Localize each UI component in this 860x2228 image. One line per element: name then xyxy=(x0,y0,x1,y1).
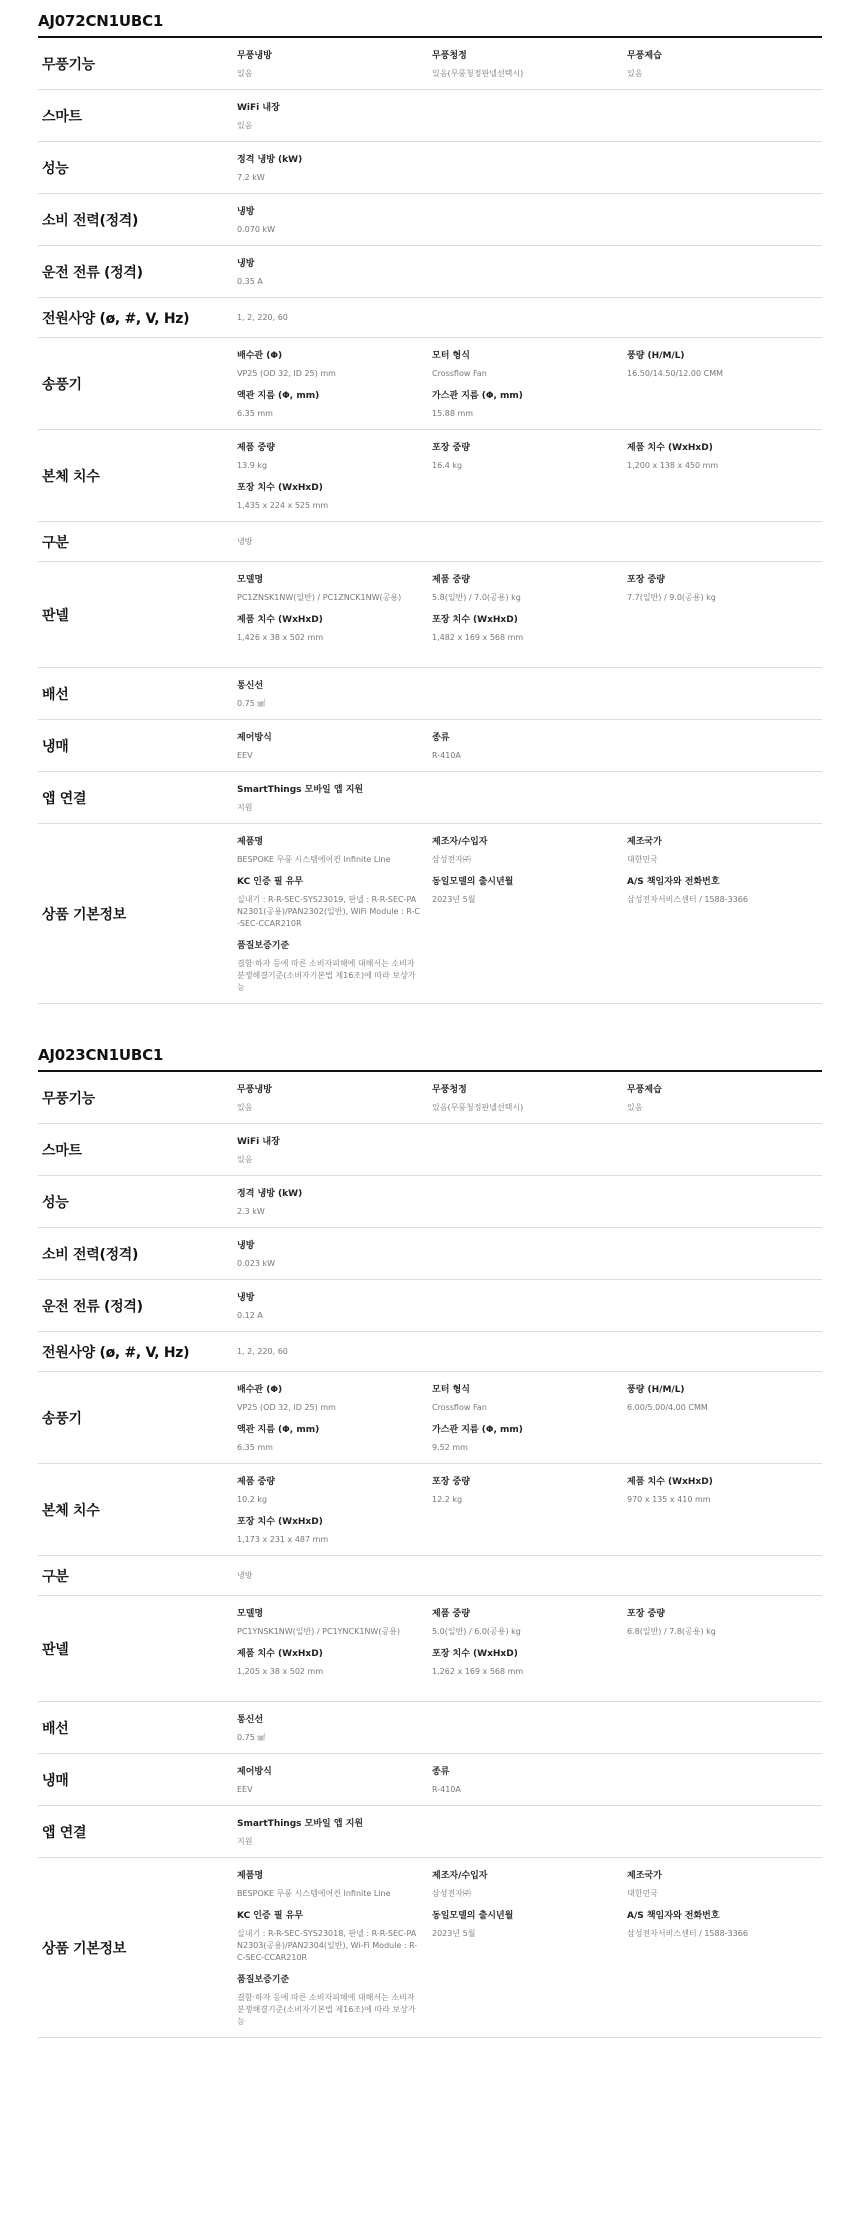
spec-item-value: 2023년 5월 xyxy=(432,895,476,904)
spec-item-label: 배수관 (Φ) xyxy=(237,351,283,361)
spec-item xyxy=(432,1084,627,1114)
spec-item-value: 1,205 x 38 x 502 mm xyxy=(237,1667,324,1676)
spec-item-value: EEV xyxy=(237,751,253,760)
spec-item xyxy=(432,1648,627,1678)
spec-item-value: 2.3 kW xyxy=(237,1207,265,1216)
spec-item-label: 가스관 지름 (Φ, mm) xyxy=(432,1425,523,1435)
spec-item-label: 품질보증기준 xyxy=(237,1975,290,1985)
spec-item-label: 종류 xyxy=(432,733,450,743)
spec-items xyxy=(237,1464,822,1555)
spec-row xyxy=(38,562,822,668)
spec-item-value: 1, 2, 220, 60 xyxy=(237,312,288,322)
spec-item-value: 0.12 A xyxy=(237,1311,263,1320)
spec-items xyxy=(237,90,822,141)
spec-item-label: 포장 중량 xyxy=(432,1477,470,1487)
model-name-heading: AJ023CN1UBC1 xyxy=(38,1044,822,1072)
spec-item-value: 6.35 mm xyxy=(237,409,273,418)
spec-items xyxy=(237,720,822,771)
spec-item-value: 지원 xyxy=(237,1837,253,1846)
spec-item-label: 동일모델의 출시년월 xyxy=(432,1911,514,1921)
spec-item-label: 모터 형식 xyxy=(432,1385,470,1395)
model-spec-section xyxy=(38,10,822,1004)
spec-item-value: 2023년 5월 xyxy=(432,1929,476,1938)
spec-item xyxy=(237,574,432,604)
spec-items xyxy=(237,246,822,297)
spec-row xyxy=(38,1124,822,1176)
spec-item-label: 액관 지름 (Φ, mm) xyxy=(237,391,320,401)
spec-item-value: BESPOKE 무풍 시스템에어컨 Infinite Line xyxy=(237,855,391,864)
spec-item xyxy=(237,1766,432,1796)
spec-item-value: Crossflow Fan xyxy=(432,369,487,378)
spec-row xyxy=(38,1280,822,1332)
spec-item xyxy=(627,1870,822,1900)
spec-category-label: 운전 전류 (정격) xyxy=(42,264,143,281)
spec-item xyxy=(237,1714,432,1744)
spec-item-value: 있음 xyxy=(237,121,253,130)
spec-item xyxy=(237,614,432,644)
spec-items xyxy=(237,142,822,193)
spec-item-label: 정격 냉방 (kW) xyxy=(237,155,303,165)
spec-item-value: VP25 (OD 32, ID 25) mm xyxy=(237,1403,336,1412)
spec-item xyxy=(627,1084,822,1114)
spec-item-label: 제조국가 xyxy=(627,837,662,847)
spec-items xyxy=(237,1858,822,2037)
spec-items xyxy=(237,430,822,521)
spec-items xyxy=(237,1124,822,1175)
spec-item xyxy=(237,836,432,866)
spec-item-value: 6.35 mm xyxy=(237,1443,273,1452)
spec-item xyxy=(237,1648,432,1678)
spec-row xyxy=(38,1596,822,1702)
spec-item xyxy=(237,390,432,420)
spec-item-label: 포장 중량 xyxy=(432,443,470,453)
spec-item-value: R-410A xyxy=(432,751,461,760)
spec-item-label: 제품 중량 xyxy=(432,575,470,585)
spec-item-label: 포장 치수 (WxHxD) xyxy=(237,483,323,493)
spec-item xyxy=(237,1570,432,1582)
spec-item xyxy=(237,1084,432,1114)
spec-item-label: 가스관 지름 (Φ, mm) xyxy=(432,391,523,401)
spec-item-value: 있음 xyxy=(627,69,643,78)
spec-item xyxy=(237,1240,432,1270)
spec-item-value: 0.070 kW xyxy=(237,225,275,234)
spec-items xyxy=(237,1228,822,1279)
spec-item xyxy=(237,312,432,324)
spec-item xyxy=(432,836,627,866)
spec-items xyxy=(237,1280,822,1331)
spec-item-label: 무풍제습 xyxy=(627,51,662,61)
spec-item xyxy=(627,442,822,472)
spec-item-label: 제품 치수 (WxHxD) xyxy=(237,1649,323,1659)
spec-row xyxy=(38,1754,822,1806)
spec-item-label: 무풍제습 xyxy=(627,1085,662,1095)
spec-item-label: 냉방 xyxy=(237,207,255,217)
spec-category-label: 상품 기본정보 xyxy=(42,906,126,923)
spec-item xyxy=(432,50,627,80)
spec-category-label: 판넬 xyxy=(42,1641,69,1658)
spec-item-label: A/S 책임자와 전화번호 xyxy=(627,1911,720,1921)
spec-item xyxy=(237,258,432,288)
spec-item-label: KC 인증 필 유무 xyxy=(237,877,304,887)
spec-category-label: 전원사양 (ø, #, V, Hz) xyxy=(42,1344,190,1361)
spec-item-label: 제품 중량 xyxy=(237,443,275,453)
spec-item xyxy=(627,1608,822,1638)
spec-item xyxy=(432,876,627,930)
spec-item xyxy=(627,876,822,930)
spec-item-label: SmartThings 모바일 앱 지원 xyxy=(237,785,364,795)
spec-item-label: 모델명 xyxy=(237,575,264,585)
spec-category-label: 앱 연결 xyxy=(42,1824,87,1841)
spec-item-value: 삼성전자㈜ xyxy=(432,855,471,864)
spec-item-label: 제조국가 xyxy=(627,1871,662,1881)
spec-item-label: 풍량 (H/M/L) xyxy=(627,351,685,361)
spec-row xyxy=(38,720,822,772)
spec-items xyxy=(237,1072,822,1123)
spec-items xyxy=(237,522,822,561)
spec-row xyxy=(38,1072,822,1124)
spec-item-value: 실내기 : R-R-SEC-SYS23019, 판넬 : R-R-SEC-PAN2301(공용)/PAN2302(일반), WiFi Module : R-C-SEC-CCAR210R xyxy=(237,895,420,928)
spec-item-label: 제품 치수 (WxHxD) xyxy=(627,1477,713,1487)
spec-item xyxy=(627,1910,822,1964)
spec-item-value: PC1ZNSK1NW(일반) / PC1ZNCK1NW(공용) xyxy=(237,593,402,602)
spec-item xyxy=(237,482,432,512)
spec-item-value: 있음 xyxy=(627,1103,643,1112)
spec-item-value: 지원 xyxy=(237,803,253,812)
spec-item-value: 1,262 x 169 x 568 mm xyxy=(432,1667,524,1676)
spec-item-value: 1, 2, 220, 60 xyxy=(237,1346,288,1356)
spec-category-label: 무풍기능 xyxy=(42,1090,95,1107)
spec-items xyxy=(237,562,822,667)
spec-item xyxy=(237,1974,432,2028)
spec-item xyxy=(237,940,432,994)
spec-items xyxy=(237,668,822,719)
spec-row xyxy=(38,1332,822,1372)
spec-item xyxy=(432,350,627,380)
spec-category-label: 무풍기능 xyxy=(42,56,95,73)
spec-item xyxy=(432,614,627,644)
spec-item-label: 무풍청정 xyxy=(432,1085,467,1095)
spec-item-value: 1,200 x 138 x 450 mm xyxy=(627,461,719,470)
spec-item xyxy=(432,390,627,420)
spec-items xyxy=(237,1372,822,1463)
spec-item-label: 냉방 xyxy=(237,1293,255,1303)
spec-item-label: 동일모델의 출시년월 xyxy=(432,877,514,887)
spec-item-value: 1,482 x 169 x 568 mm xyxy=(432,633,524,642)
spec-item-label: A/S 책임자와 전화번호 xyxy=(627,877,720,887)
spec-category-label: 송풍기 xyxy=(42,376,82,393)
spec-item xyxy=(627,350,822,380)
spec-item-value: 16.50/14.50/12.00 CMM xyxy=(627,369,724,378)
spec-item xyxy=(237,154,432,184)
spec-item xyxy=(237,1818,432,1848)
spec-item xyxy=(237,206,432,236)
spec-item xyxy=(237,732,432,762)
spec-category-label: 전원사양 (ø, #, V, Hz) xyxy=(42,310,190,327)
spec-item-label: 포장 중량 xyxy=(627,575,665,585)
spec-item-value: 0.75 ㎟ xyxy=(237,1733,266,1742)
spec-item-value: 실내기 : R-R-SEC-SYS23018, 판넬 : R-R-SEC-PAN2303(공용)/PAN2304(일반), Wi-Fi Module : R-C-SEC-CCAR210R xyxy=(237,1929,418,1962)
spec-item-value: 13.9 kg xyxy=(237,461,268,470)
spec-category-label: 판넬 xyxy=(42,607,69,624)
spec-row xyxy=(38,430,822,522)
spec-item-label: 통신선 xyxy=(237,681,264,691)
spec-item-label: KC 인증 필 유무 xyxy=(237,1911,304,1921)
spec-item-label: 제품 치수 (WxHxD) xyxy=(627,443,713,453)
spec-category-label: 소비 전력(정격) xyxy=(42,212,139,229)
spec-row xyxy=(38,1556,822,1596)
spec-items xyxy=(237,1806,822,1857)
spec-item-label: 무풍청정 xyxy=(432,51,467,61)
spec-item xyxy=(237,1188,432,1218)
spec-item-label: 제품명 xyxy=(237,837,264,847)
spec-item-value: 0.023 kW xyxy=(237,1259,275,1268)
spec-category-label: 스마트 xyxy=(42,108,82,125)
spec-category-label: 냉매 xyxy=(42,738,69,755)
spec-category-label: 성능 xyxy=(42,160,69,177)
spec-item-value: 있음(무풍청정판넬선택시) xyxy=(432,1103,524,1112)
spec-item-value: 5.8(일반) / 7.0(공용) kg xyxy=(432,593,521,602)
spec-item xyxy=(237,1292,432,1322)
spec-item-value: 0.75 ㎟ xyxy=(237,699,266,708)
spec-item-value: 6.00/5.00/4.00 CMM xyxy=(627,1403,708,1412)
spec-item xyxy=(432,1910,627,1964)
spec-item-value: 있음 xyxy=(237,1103,253,1112)
spec-item-value: Crossflow Fan xyxy=(432,1403,487,1412)
spec-item-value: 6.8(일반) / 7.8(공용) kg xyxy=(627,1627,716,1636)
spec-item-label: 모델명 xyxy=(237,1609,264,1619)
spec-row xyxy=(38,668,822,720)
spec-category-label: 구분 xyxy=(42,534,69,551)
spec-item-value: 7.2 kW xyxy=(237,173,265,182)
spec-item-label: 포장 치수 (WxHxD) xyxy=(432,615,518,625)
spec-items xyxy=(237,1556,822,1595)
spec-row xyxy=(38,522,822,562)
spec-row xyxy=(38,1464,822,1556)
spec-row xyxy=(38,1858,822,2038)
spec-items xyxy=(237,194,822,245)
spec-items xyxy=(237,338,822,429)
spec-category-label: 본체 치수 xyxy=(42,468,100,485)
spec-item xyxy=(432,1870,627,1900)
spec-item-label: 포장 치수 (WxHxD) xyxy=(432,1649,518,1659)
spec-item-label: 품질보증기준 xyxy=(237,941,290,951)
spec-item-label: 냉방 xyxy=(237,1241,255,1251)
spec-category-label: 송풍기 xyxy=(42,1410,82,1427)
spec-item-value: 냉방 xyxy=(237,1570,253,1580)
spec-row xyxy=(38,298,822,338)
spec-item-label: 제품명 xyxy=(237,1871,264,1881)
spec-item xyxy=(237,1476,432,1506)
spec-category-label: 소비 전력(정격) xyxy=(42,1246,139,1263)
spec-item-label: 제어방식 xyxy=(237,1767,272,1777)
spec-item-value: 대한민국 xyxy=(627,855,658,864)
spec-row xyxy=(38,338,822,430)
spec-item-value: 결함·하자 등에 따른 소비자피해에 대해서는 소비자분쟁해결기준(소비자기본법 제16조)에 따라 보상가능 xyxy=(237,1993,416,2026)
spec-items xyxy=(237,1176,822,1227)
spec-item xyxy=(627,1476,822,1506)
spec-category-label: 구분 xyxy=(42,1568,69,1585)
spec-item-value: 1,173 x 231 x 487 mm xyxy=(237,1535,329,1544)
spec-item-value: 있음(무풍청정판넬선택시) xyxy=(432,69,524,78)
spec-item-value: EEV xyxy=(237,1785,253,1794)
spec-item xyxy=(237,1424,432,1454)
spec-item xyxy=(627,50,822,80)
spec-row xyxy=(38,1372,822,1464)
spec-item-value: 있음 xyxy=(237,69,253,78)
spec-item-value: 1,435 x 224 x 525 mm xyxy=(237,501,329,510)
spec-item xyxy=(237,442,432,472)
spec-category-label: 운전 전류 (정격) xyxy=(42,1298,143,1315)
spec-item-label: 통신선 xyxy=(237,1715,264,1725)
spec-row xyxy=(38,142,822,194)
spec-item-label: 정격 냉방 (kW) xyxy=(237,1189,303,1199)
spec-row xyxy=(38,824,822,1004)
spec-item-value: 대한민국 xyxy=(627,1889,658,1898)
spec-category-label: 상품 기본정보 xyxy=(42,1940,126,1957)
model-spec-section xyxy=(38,1044,822,2038)
spec-category-label: 배선 xyxy=(42,686,69,703)
spec-row xyxy=(38,194,822,246)
spec-item xyxy=(627,574,822,604)
spec-items xyxy=(237,1702,822,1753)
spec-category-label: 스마트 xyxy=(42,1142,82,1159)
spec-row xyxy=(38,1176,822,1228)
spec-item xyxy=(432,442,627,472)
spec-item xyxy=(237,102,432,132)
spec-item-value: 삼성전자㈜ xyxy=(432,1889,471,1898)
spec-item xyxy=(237,876,432,930)
spec-item-label: 제품 중량 xyxy=(432,1609,470,1619)
spec-category-label: 성능 xyxy=(42,1194,69,1211)
spec-item-label: 무풍냉방 xyxy=(237,51,272,61)
spec-item-value: 냉방 xyxy=(237,536,253,546)
spec-item xyxy=(237,350,432,380)
spec-item-value: 16.4 kg xyxy=(432,461,463,470)
spec-row xyxy=(38,38,822,90)
spec-item-value: 12.2 kg xyxy=(432,1495,463,1504)
spec-items xyxy=(237,824,822,1003)
spec-item-value: VP25 (OD 32, ID 25) mm xyxy=(237,369,336,378)
spec-item-value: 9.52 mm xyxy=(432,1443,468,1452)
spec-item xyxy=(627,836,822,866)
spec-item-label: 종류 xyxy=(432,1767,450,1777)
spec-category-label: 앱 연결 xyxy=(42,790,87,807)
spec-item-value: BESPOKE 무풍 시스템에어컨 Infinite Line xyxy=(237,1889,391,1898)
spec-item xyxy=(237,1910,432,1964)
spec-item xyxy=(237,680,432,710)
model-name-heading: AJ072CN1UBC1 xyxy=(38,10,822,38)
spec-item-label: 풍량 (H/M/L) xyxy=(627,1385,685,1395)
spec-item-value: 7.7(일반) / 9.0(공용) kg xyxy=(627,593,716,602)
spec-item-label: 배수관 (Φ) xyxy=(237,1385,283,1395)
spec-item xyxy=(237,536,432,548)
spec-item-label: WiFi 내장 xyxy=(237,1137,280,1147)
spec-item-label: 제품 치수 (WxHxD) xyxy=(237,615,323,625)
spec-item-label: 제어방식 xyxy=(237,733,272,743)
spec-item xyxy=(432,1608,627,1638)
spec-item-label: 제품 중량 xyxy=(237,1477,275,1487)
spec-item-value: R-410A xyxy=(432,1785,461,1794)
spec-item-value: 0.35 A xyxy=(237,277,263,286)
spec-item-label: 액관 지름 (Φ, mm) xyxy=(237,1425,320,1435)
spec-item-value: 1,426 x 38 x 502 mm xyxy=(237,633,324,642)
spec-item-label: SmartThings 모바일 앱 지원 xyxy=(237,1819,364,1829)
spec-item xyxy=(432,732,627,762)
spec-item-label: 포장 중량 xyxy=(627,1609,665,1619)
spec-row xyxy=(38,246,822,298)
spec-item-value: 삼성전자서비스센터 / 1588-3366 xyxy=(627,1929,748,1938)
spec-item-value: 10.2 kg xyxy=(237,1495,268,1504)
spec-item xyxy=(237,50,432,80)
spec-item xyxy=(627,1384,822,1414)
spec-row xyxy=(38,1702,822,1754)
spec-item-label: WiFi 내장 xyxy=(237,103,280,113)
spec-item xyxy=(237,1346,432,1358)
spec-items xyxy=(237,1754,822,1805)
spec-item-value: 있음 xyxy=(237,1155,253,1164)
spec-items xyxy=(237,38,822,89)
spec-item xyxy=(237,1384,432,1414)
spec-item-label: 냉방 xyxy=(237,259,255,269)
spec-item-value: PC1YNSK1NW(일반) / PC1YNCK1NW(공용) xyxy=(237,1627,401,1636)
spec-items xyxy=(237,1332,822,1371)
spec-item-value: 삼성전자서비스센터 / 1588-3366 xyxy=(627,895,748,904)
spec-item-label: 포장 치수 (WxHxD) xyxy=(237,1517,323,1527)
spec-item xyxy=(237,1136,432,1166)
spec-item-value: 970 x 135 x 410 mm xyxy=(627,1495,711,1504)
spec-item-label: 제조자/수입자 xyxy=(432,1871,488,1881)
spec-items xyxy=(237,298,822,337)
spec-item-label: 제조자/수입자 xyxy=(432,837,488,847)
spec-item xyxy=(432,1424,627,1454)
spec-category-label: 본체 치수 xyxy=(42,1502,100,1519)
spec-item xyxy=(432,1384,627,1414)
spec-item-label: 무풍냉방 xyxy=(237,1085,272,1095)
spec-item xyxy=(237,1870,432,1900)
spec-item xyxy=(432,574,627,604)
spec-item-label: 모터 형식 xyxy=(432,351,470,361)
spec-item xyxy=(432,1476,627,1506)
spec-row xyxy=(38,90,822,142)
spec-item-value: 5.0(일반) / 6.0(공용) kg xyxy=(432,1627,521,1636)
spec-row xyxy=(38,772,822,824)
spec-item-value: 결함·하자 등에 따른 소비자피해에 대해서는 소비자분쟁해결기준(소비자기본법 제16조)에 따라 보상가능 xyxy=(237,959,416,992)
spec-category-label: 배선 xyxy=(42,1720,69,1737)
spec-item xyxy=(432,1766,627,1796)
spec-category-label: 냉매 xyxy=(42,1772,69,1789)
spec-items xyxy=(237,1596,822,1701)
spec-item xyxy=(237,784,432,814)
spec-item-value: 15.88 mm xyxy=(432,409,474,418)
spec-row xyxy=(38,1228,822,1280)
spec-row xyxy=(38,1806,822,1858)
spec-item xyxy=(237,1608,432,1638)
spec-items xyxy=(237,772,822,823)
spec-item xyxy=(237,1516,432,1546)
